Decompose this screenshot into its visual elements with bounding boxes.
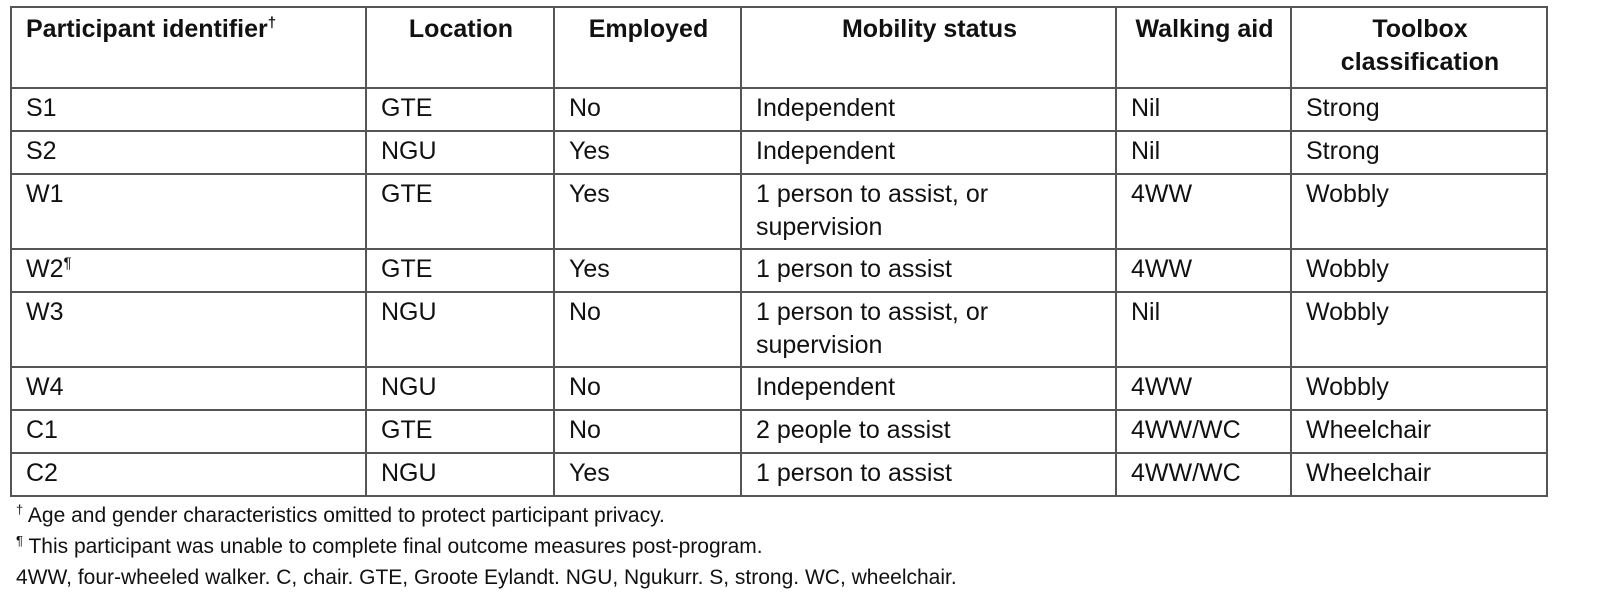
mobility-cell: 1 person to assist, or supervision xyxy=(741,292,1116,367)
classification-cell: Wobbly xyxy=(1291,174,1547,249)
location-cell: NGU xyxy=(366,453,554,496)
footnote: 4WW, four-wheeled walker. C, chair. GTE, Groote Eylandt. NGU, Ngukurr. S, strong. WC, wheelchair. xyxy=(16,566,957,589)
employed-cell: No xyxy=(554,367,741,410)
location-cell: GTE xyxy=(366,410,554,453)
walking-aid-cell: Nil xyxy=(1116,88,1291,131)
mobility-cell: Independent xyxy=(741,131,1116,174)
header-row xyxy=(11,7,1547,88)
table-row xyxy=(11,249,1547,292)
header-participant: Participant identifier† xyxy=(11,7,366,88)
participant-cell: C1 xyxy=(11,410,366,453)
table-row xyxy=(11,410,1547,453)
participant-cell: S1 xyxy=(11,88,366,131)
mobility-cell: 1 person to assist xyxy=(741,453,1116,496)
employed-cell: Yes xyxy=(554,453,741,496)
participant-cell: W2¶ xyxy=(11,249,366,292)
footnote: ¶ This participant was unable to complete final outcome measures post-program. xyxy=(16,533,763,558)
employed-cell: No xyxy=(554,410,741,453)
classification-cell: Wobbly xyxy=(1291,249,1547,292)
employed-cell: Yes xyxy=(554,249,741,292)
walking-aid-cell: 4WW xyxy=(1116,367,1291,410)
table-row xyxy=(11,88,1547,131)
table-row xyxy=(11,131,1547,174)
mobility-cell: 1 person to assist xyxy=(741,249,1116,292)
location-cell: NGU xyxy=(366,367,554,410)
participant-cell: C2 xyxy=(11,453,366,496)
header-location: Location xyxy=(366,7,554,88)
walking-aid-cell: 4WW xyxy=(1116,174,1291,249)
classification-cell: Strong xyxy=(1291,131,1547,174)
walking-aid-cell: Nil xyxy=(1116,131,1291,174)
mobility-cell: 1 person to assist, or supervision xyxy=(741,174,1116,249)
table-row xyxy=(11,292,1547,367)
header-classification: Toolbox classification xyxy=(1291,7,1547,88)
participant-table xyxy=(10,6,1548,497)
header-mobility: Mobility status xyxy=(741,7,1116,88)
walking-aid-cell: 4WW/WC xyxy=(1116,410,1291,453)
table-row xyxy=(11,174,1547,249)
classification-cell: Wobbly xyxy=(1291,367,1547,410)
participant-cell: S2 xyxy=(11,131,366,174)
participant-cell: W3 xyxy=(11,292,366,367)
mobility-cell: Independent xyxy=(741,367,1116,410)
walking-aid-cell: 4WW/WC xyxy=(1116,453,1291,496)
header-walking-aid: Walking aid xyxy=(1116,7,1291,88)
walking-aid-cell: Nil xyxy=(1116,292,1291,367)
table-row xyxy=(11,367,1547,410)
classification-cell: Wobbly xyxy=(1291,292,1547,367)
classification-cell: Wheelchair xyxy=(1291,410,1547,453)
location-cell: GTE xyxy=(366,249,554,292)
header-employed: Employed xyxy=(554,7,741,88)
footnote: † Age and gender characteristics omitted to protect participant privacy. xyxy=(16,502,665,527)
mobility-cell: Independent xyxy=(741,88,1116,131)
location-cell: GTE xyxy=(366,88,554,131)
employed-cell: Yes xyxy=(554,174,741,249)
employed-cell: No xyxy=(554,292,741,367)
employed-cell: No xyxy=(554,88,741,131)
employed-cell: Yes xyxy=(554,131,741,174)
walking-aid-cell: 4WW xyxy=(1116,249,1291,292)
participant-cell: W4 xyxy=(11,367,366,410)
mobility-cell: 2 people to assist xyxy=(741,410,1116,453)
classification-cell: Wheelchair xyxy=(1291,453,1547,496)
classification-cell: Strong xyxy=(1291,88,1547,131)
participant-cell: W1 xyxy=(11,174,366,249)
footnotes xyxy=(16,500,957,593)
location-cell: NGU xyxy=(366,131,554,174)
table-row xyxy=(11,453,1547,496)
location-cell: NGU xyxy=(366,292,554,367)
location-cell: GTE xyxy=(366,174,554,249)
